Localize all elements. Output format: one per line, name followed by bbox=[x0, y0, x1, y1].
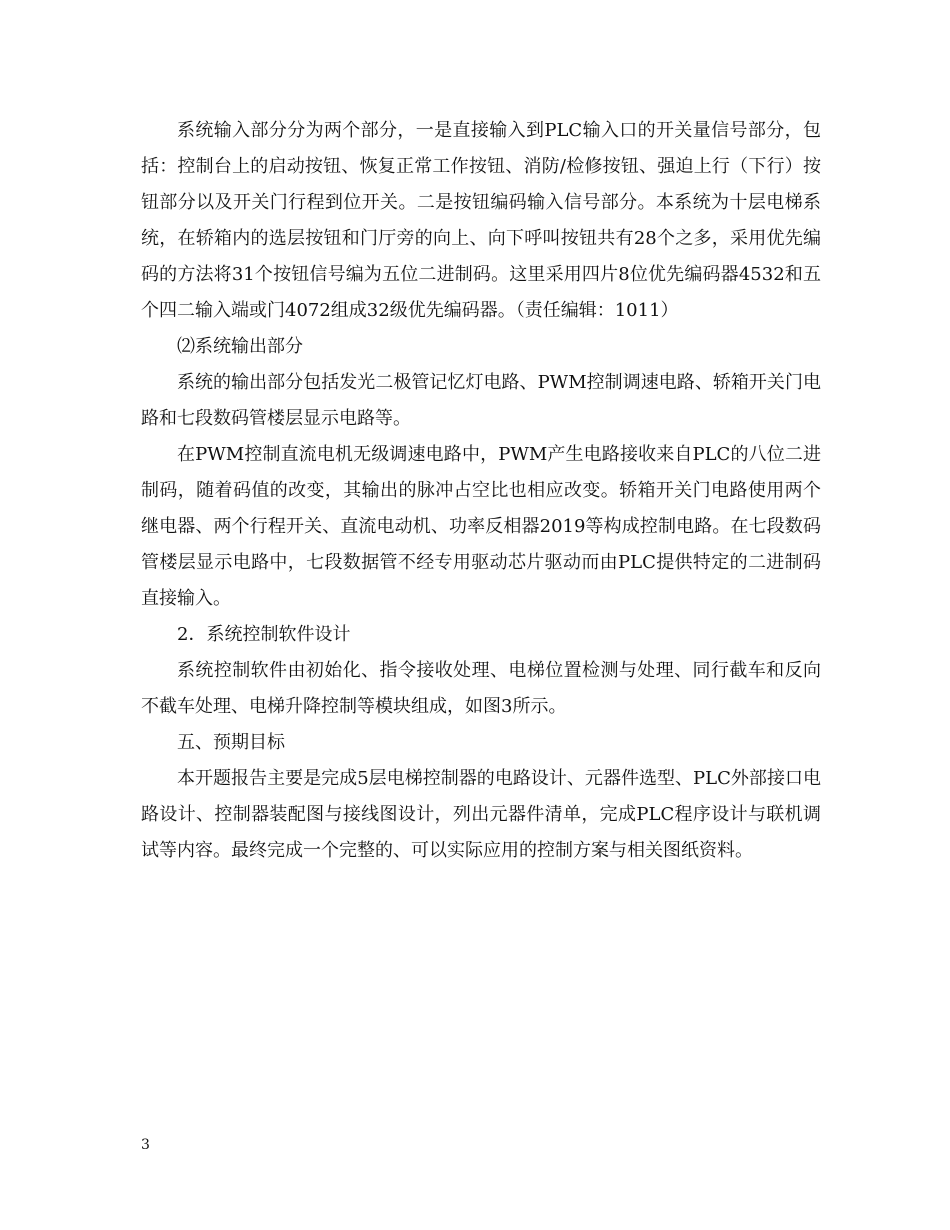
paragraph-software-modules: 系统控制软件由初始化、指令接收处理、电梯位置检测与处理、同行截车和反向不截车处理、电梯升降控制等模块组成，如图3所示。 bbox=[141, 660, 821, 717]
paragraph-pwm-circuit: 在PWM控制直流电机无级调速电路中，PWM产生电路接收来自PLC的八位二进制码，随着码值的改变，其输出的脉冲占空比也相应改变。轿箱开关门电路使用两个继电器、两个行程开关、直流电动机、功率反相器2019等构成控制电路。在七段数码管楼层显示电路中，七段数据管不经专用驱动芯片驱动而由PLC提供特定的二进制码直接输入。 bbox=[141, 444, 821, 609]
paragraph-output-overview: 系统的输出部分包括发光二极管记忆灯电路、PWM控制调速电路、轿箱开关门电路和七段数码管楼层显示电路等。 bbox=[141, 372, 821, 429]
paragraph-input-section: 系统输入部分分为两个部分，一是直接输入到PLC输入口的开关量信号部分，包括：控制台上的启动按钮、恢复正常工作按钮、消防/检修按钮、强迫上行（下行）按钮部分以及开关门行程到位开关。二是按钮编码输入信号部分。本系统为十层电梯系统，在轿箱内的选层按钮和门厅旁的向上、向下呼叫按钮共有28个之多，采用优先编码的方法将31个按钮信号编为五位二进制码。这里采用四片8位优先编码器4532和五个四二输入端或门4072组成32级优先编码器。（责任编辑：1011） bbox=[141, 120, 821, 321]
heading-expected-goals: 五、预期目标 bbox=[177, 732, 285, 753]
heading-output-section: ⑵系统输出部分 bbox=[177, 336, 303, 357]
page-number: 3 bbox=[141, 1137, 150, 1153]
heading-software-design: 2．系统控制软件设计 bbox=[177, 624, 351, 645]
page-body bbox=[141, 113, 821, 869]
paragraph-expected-goals: 本开题报告主要是完成5层电梯控制器的电路设计、元器件选型、PLC外部接口电路设计、控制器装配图与接线图设计，列出元器件清单，完成PLC程序设计与联机调试等内容。最终完成一个完整的、可以实际应用的控制方案与相关图纸资料。 bbox=[141, 768, 821, 861]
